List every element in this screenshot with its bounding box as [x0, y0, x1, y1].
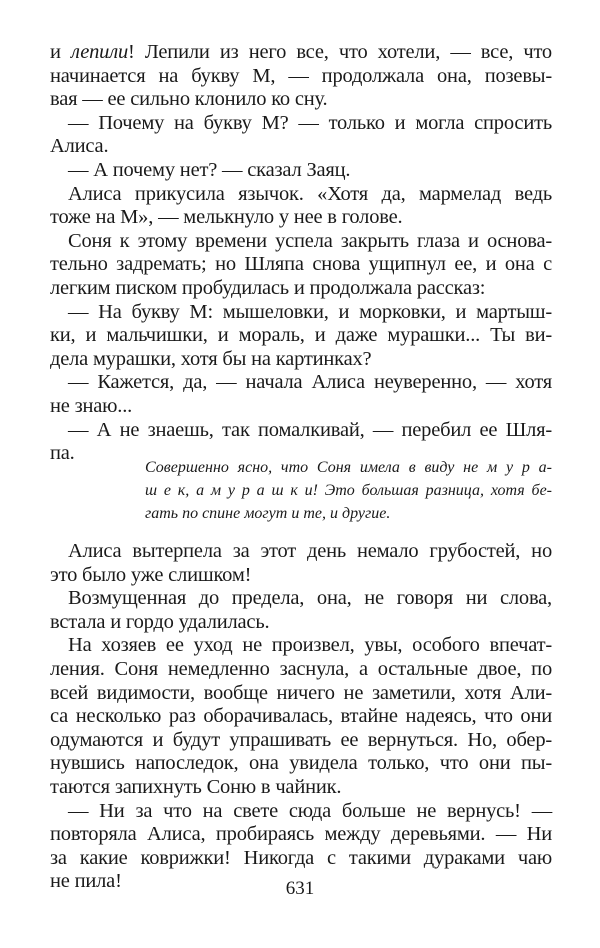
text-line: Алиса.: [50, 135, 109, 158]
text-line: легким писком пробудилась и продолжала рассказ:: [50, 277, 486, 299]
text-line: не пила!: [50, 870, 122, 893]
text-line: На хозяев ее уход не произвел, увы, особого впечат-: [68, 634, 552, 657]
note-line: гать по спине могут и те, и другие.: [145, 505, 391, 523]
text-segment: и: [50, 41, 71, 63]
text-line: — На букву М: мышеловки, и морковки, и мартыш-: [68, 300, 552, 323]
text-line: — А не знаешь, так помалкивай, — перебил ее Шля-: [68, 418, 552, 441]
text-line: таются запихнуть Соню в чайник.: [50, 776, 342, 798]
text-line: не знаю...: [50, 395, 133, 417]
text-line: одумаются и будут упрашивать ее вернуться. Но, обер-: [50, 728, 552, 751]
text-line: са несколько раз оборачивалась, втайне надеясь, что они: [50, 705, 552, 728]
text-line: за какие коврижки! Никогда с такими дураками чаю: [50, 846, 552, 869]
text-line: встала и гордо удалилась.: [50, 610, 270, 633]
text-line: — Кажется, да, — начала Алиса неуверенно, — хотя: [68, 371, 552, 394]
italic-word: лепили: [70, 41, 129, 63]
text-line: тоже на М», — мелькнуло у нее в голове.: [50, 206, 403, 229]
text-line: ления. Соня немедленно заснула, а остальные двое, по: [50, 658, 552, 680]
text-line: Алиса вытерпела за этот день немало грубостей, но: [68, 540, 552, 562]
text-line: Алиса прикусила язычок. «Хотя да, мармелад ведь: [68, 182, 552, 205]
text-line: — А почему нет? — сказал Заяц.: [68, 159, 351, 181]
text-line: повторяла Алиса, пробираясь между деревьями. — Ни: [50, 823, 552, 846]
text-line: [50, 40, 552, 64]
note-line: Совершенно ясно, что Соня имела в виду не м у р а-: [145, 459, 552, 476]
text-line: па.: [50, 442, 75, 465]
text-line: — Ни за что на свете сюда больше не вернусь! —: [68, 799, 552, 822]
text-line: это было уже слишком!: [50, 563, 252, 586]
text-line: нувшись напоследок, она увидела только, что они пы-: [50, 752, 552, 775]
text-line: — Почему на букву М? — только и могла спросить: [68, 111, 552, 134]
text-line: Возмущенная до предела, она, не говоря ни слова,: [68, 587, 552, 610]
text-line: ки, и мальчишки, и мораль, и даже мурашки... Ты ви-: [50, 324, 552, 347]
text-line: Соня к этому времени успела закрыть глаза и основа-: [68, 229, 552, 252]
text-line: дела мурашки, хотя бы на картинках?: [50, 347, 372, 370]
text-segment: ! Лепили из него все, что хотели, — все, что: [128, 41, 552, 63]
page-number: 631: [285, 878, 315, 899]
text-line: тельно задремать; но Шляпа снова ущипнул ее, и она с: [50, 253, 552, 276]
note-line: ш е к, а м у р а ш к и! Это большая разница, хотя бе-: [145, 482, 552, 500]
text-line: всей видимости, вообще ничего не заметили, хотя Али-: [50, 681, 552, 704]
text-line: начинается на букву М, — продолжала она, позевы-: [50, 64, 552, 87]
text-line: вая — ее сильно клонило ко сну.: [50, 88, 328, 111]
